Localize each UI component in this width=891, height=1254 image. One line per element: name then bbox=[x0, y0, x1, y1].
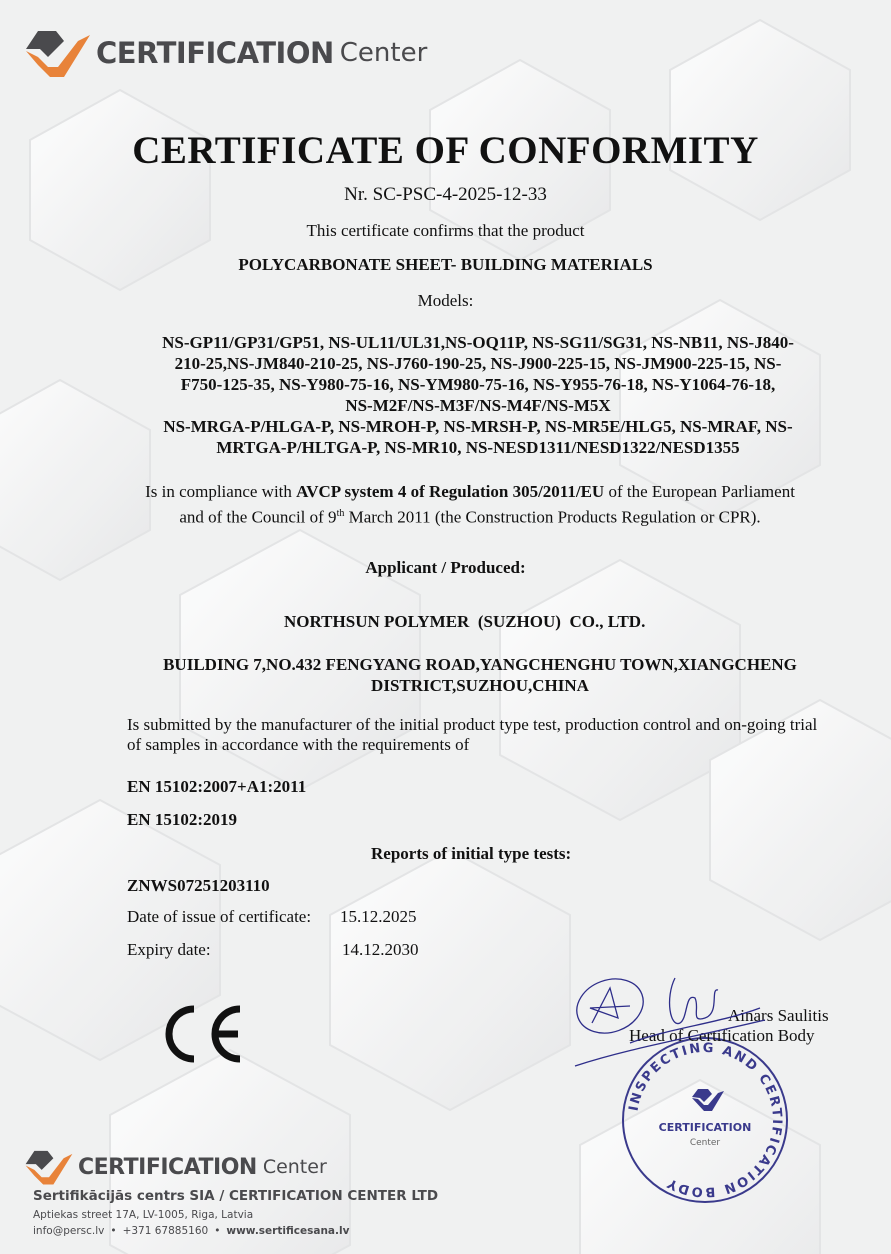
issue-date-value: 15.12.2025 bbox=[340, 907, 417, 926]
stamp-center-bold: CERTIFICATION bbox=[658, 1121, 752, 1134]
footer-logo bbox=[24, 1148, 327, 1186]
compliance-prefix: Is in compliance with bbox=[145, 482, 297, 501]
logo-wordmark-bold: CERTIFICATION bbox=[96, 36, 334, 70]
compliance-sup: th bbox=[336, 508, 345, 519]
stamp-center-light: Center bbox=[689, 1138, 721, 1148]
reports-label: Reports of initial type tests: bbox=[371, 844, 572, 863]
standard-item: EN 15102:2007+A1:2011 bbox=[127, 777, 307, 796]
product-name: POLYCARBONATE SHEET- BUILDING MATERIALS bbox=[238, 255, 653, 274]
footer-logo-wordmark-light: Center bbox=[262, 1156, 327, 1178]
models-line: NS-MRGA-P/HLGA-P, NS-MROH-P, NS-MRSH-P, NS-MR5E/HLG5, NS-MRAF, NS- bbox=[163, 417, 793, 436]
stamp-ring-text: INSPECTING AND CERTIFICATION BODY bbox=[626, 1040, 785, 1200]
signer-name: Ainars Saulitis bbox=[728, 1006, 829, 1025]
logo-wordmark-light: Center bbox=[339, 38, 428, 68]
separator-dot: • bbox=[214, 1225, 221, 1237]
models-list bbox=[138, 332, 818, 458]
compliance-suffix: of the European Parliament bbox=[604, 482, 795, 501]
models-line: 210-25,NS-JM840-210-25, NS-J760-190-25, NS-J900-225-15, NS-JM900-225-15, NS- bbox=[174, 354, 782, 373]
compliance-line2-prefix: and of the Council of 9 bbox=[179, 507, 337, 527]
expiry-date-value: 14.12.2030 bbox=[342, 940, 419, 959]
expiry-date-label: Expiry date: bbox=[127, 940, 211, 959]
footer-address: Aptiekas street 17A, LV-1005, Riga, Latvia bbox=[33, 1209, 254, 1221]
signature-icon bbox=[570, 968, 770, 1068]
footer-logo-wordmark-bold: CERTIFICATION bbox=[78, 1154, 257, 1180]
company-address: BUILDING 7,NO.432 FENGYANG ROAD,YANGCHENGHU TOWN,XIANGCHENG DISTRICT,SUZHOU,CHINA bbox=[163, 655, 797, 695]
footer-email[interactable]: info@persc.lv bbox=[33, 1225, 105, 1237]
header-logo bbox=[24, 26, 427, 80]
footer-company: Sertifikācijās centrs SIA / CERTIFICATION CENTER LTD bbox=[33, 1188, 439, 1204]
compliance-regulation: AVCP system 4 of Regulation 305/2011/EU bbox=[296, 482, 605, 501]
issue-date-label: Date of issue of certificate: bbox=[127, 907, 312, 926]
checkmark-logo-icon bbox=[24, 1148, 74, 1186]
compliance-line2-suffix: March 2011 (the Construction Products Regulation or CPR). bbox=[344, 507, 761, 527]
footer-contacts bbox=[33, 1225, 349, 1237]
certificate-number: Nr. SC-PSC-4-2025-12-33 bbox=[344, 184, 547, 205]
checkmark-logo-icon bbox=[24, 27, 92, 79]
ce-mark-icon bbox=[160, 1003, 245, 1065]
models-line: F750-125-35, NS-Y980-75-16, NS-YM980-75-16, NS-Y955-76-18, NS-Y1064-76-18, bbox=[180, 375, 776, 394]
compliance-statement bbox=[110, 481, 830, 529]
models-line: MRTGA-P/HLTGA-P, NS-MR10, NS-NESD1311/NESD1322/NESD1355 bbox=[216, 438, 740, 457]
models-label: Models: bbox=[417, 291, 474, 310]
models-line: NS-GP11/GP31/GP51, NS-UL11/UL31,NS-OQ11P, NS-SG11/SG31, NS-NB11, NS-J840- bbox=[162, 333, 794, 352]
certificate-title: CERTIFICATE OF CONFORMITY bbox=[132, 129, 759, 172]
company-name: NORTHSUN POLYMER (SUZHOU) CO., LTD. bbox=[284, 612, 646, 631]
submitted-text: Is submitted by the manufacturer of the initial product type test, production control and on-going trial of samples in accordance with the requirements of bbox=[127, 715, 818, 754]
footer-website[interactable]: www.sertificesana.lv bbox=[226, 1225, 350, 1237]
models-line: NS-M2F/NS-M3F/NS-M4F/NS-M5X bbox=[345, 396, 611, 415]
confirms-text: This certificate confirms that the product bbox=[306, 221, 585, 240]
report-number: ZNWS07251203110 bbox=[127, 876, 270, 895]
footer-phone[interactable]: +371 67885160 bbox=[122, 1225, 209, 1237]
signer-role: Head of Certification Body bbox=[629, 1026, 815, 1045]
separator-dot: • bbox=[110, 1225, 117, 1237]
applicant-label: Applicant / Produced: bbox=[365, 558, 526, 577]
standard-item: EN 15102:2019 bbox=[127, 810, 238, 829]
